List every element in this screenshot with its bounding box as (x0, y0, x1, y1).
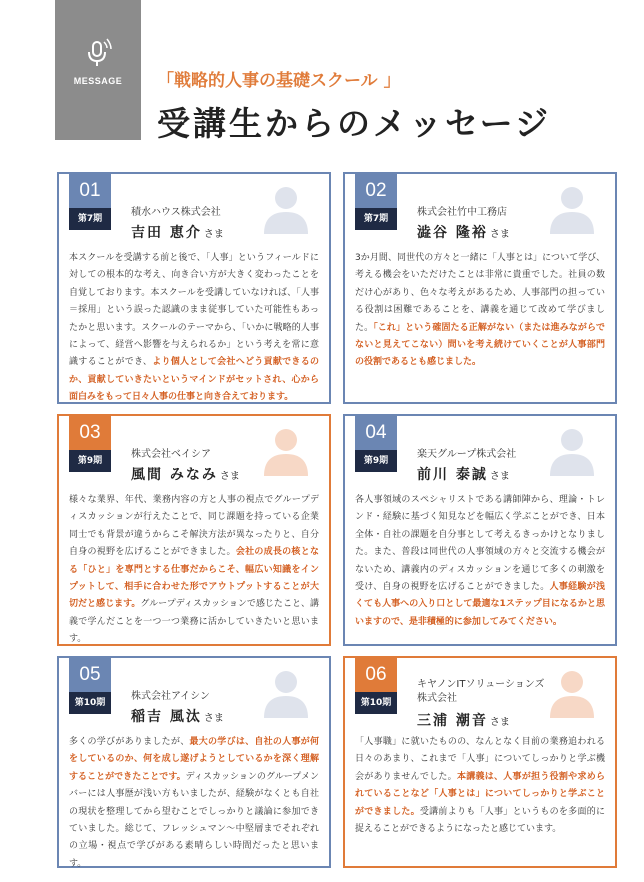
card-name: 稲吉 風汰 さま (131, 709, 224, 725)
message-card-03 (57, 414, 331, 646)
card-period: 第10期 (355, 692, 397, 714)
message-card-04 (343, 414, 617, 646)
page-title: 受講生からのメッセージ (157, 104, 552, 143)
honorific: さま (489, 471, 510, 482)
card-number: 06 (355, 658, 397, 692)
card-period: 第7期 (69, 208, 111, 230)
card-company: 株式会社ベイシア (131, 449, 211, 460)
message-card-05 (57, 656, 331, 868)
card-company: 株式会社竹中工務店 (417, 207, 507, 218)
person-avatar-icon (547, 182, 597, 234)
message-label: MESSAGE (73, 76, 123, 86)
honorific: さま (203, 713, 224, 724)
card-company: キヤノンITソリューションズ株式会社 (417, 679, 545, 704)
card-number: 05 (69, 658, 111, 692)
card-text: 本スクールを受講する前と後で、「人事」というフィールドに対しての根本的な考え、向き合い方が大きく変わったことを自覚しております。本スクールを受講していなければ、「人事＝採用」という誤った認識のまま従事していた可能性もあったかと思います。スクールのテーマから、「いかに戦略的人事によって、経営へ影響を与えられるか」という考えを常に意識することができ、より個人として会社へどう貢献できるのか、貢献していきたいというマインドがセットされ、心から面白みをもって日々人事の仕事と向き合えております。 (69, 253, 319, 403)
card-highlight: 人事経験が浅くても人事への入り口として最適な1ステップ目になるかと思いますので、是非積極的に参加してみてください。 (355, 582, 605, 627)
card-highlight: 最大の学びは、自社の人事が何をしているのか、何を成し遂げようとしているかを深く理解することができたことです。 (69, 737, 319, 782)
message-label-block (55, 0, 141, 140)
card-number: 01 (69, 174, 111, 208)
card-company: 楽天グループ株式会社 (417, 449, 517, 460)
card-name: 吉田 恵介 さま (131, 225, 224, 241)
card-highlight: 「これ」という確固たる正解がない（または進みながらでないと見えてこない）問いを考え続けていくことが人事部門の役割であるとも感じました。 (355, 322, 605, 368)
person-avatar-icon (261, 666, 311, 718)
card-text: 3か月間、同世代の方々と一緒に「人事とは」について学び、考える機会をいただけたことは非常に貴重でした。社員の数だけ心があり、色々な考えがあるため、人事部門の担っている役割は困難であることを、講義を通じて改めて学びました。「これ」という確固たる正解がない（または進みながらでないと見えてこない）問いを考え続けていくことが人事部門の役割であるとも感じました。 (355, 253, 605, 368)
microphone-icon (81, 36, 115, 70)
card-highlight: 本講義は、人事が担う役割や求められていることなど「人事とは」についてしっかりと学ぶことができました。 (355, 771, 605, 817)
card-text: 「人事職」に就いたものの、なんとなく目前の業務追われる日々のあまり、これまで「人事」についてしっかりと学ぶ機会がありませんでした。本講義は、人事が担う役割や求められていることなど「人事とは」についてしっかりと学ぶことができました。受講前よりも「人事」というものを多面的に捉えることができるようになったと感じています。 (355, 737, 605, 835)
person-avatar-icon (547, 666, 597, 718)
card-highlight: より個人として会社へどう貢献できるのか、貢献していきたいというマインドがセットされ、心から面白みをもって日々人事の仕事と向き合えております。 (69, 357, 319, 403)
card-period: 第10期 (69, 692, 111, 714)
honorific: さま (219, 471, 240, 482)
card-period: 第7期 (355, 208, 397, 230)
honorific: さま (489, 717, 510, 728)
card-name: 前川 泰誠 さま (417, 467, 510, 483)
card-period: 第9期 (69, 450, 111, 472)
card-name: 三浦 潮音 さま (417, 713, 510, 729)
card-text: 様々な業界、年代、業務内容の方と人事の視点でグループディスカッションが行えたことで、同じ課題を持っている企業同士でも背景が違うからこそ解決方法が異なったりと、自分自身の視野を広げることができました。会社の成長の核となる「ひと」を専門とする仕事だからこそ、幅広い知識をインプットして、相手に合わせた形でアウトプットすることが大切だと感じます。グループディスカッションで感じたこと、講義で学んだことを一つ一つ業務に活かしていきたいと思います。 (69, 495, 319, 645)
card-number: 04 (355, 416, 397, 450)
card-company: 積水ハウス株式会社 (131, 207, 221, 218)
card-number: 02 (355, 174, 397, 208)
page-subtitle: 「戦略的人事の基礎スクール 」 (157, 71, 401, 91)
card-text: 各人事領域のスペシャリストである講師陣から、理論・トレンド・経験に基づく知見などを幅広く学ぶことができ、日本全体・自社の課題を自分事として考えるきっかけとなりました。また、普段は同世代の人事領域の方々と交流する機会がないため、講義内のディスカッションを通じて多くの刺激を受け、自身の視野を広げることができました。人事経験が浅くても人事への入り口として最適な1ステップ目になるかと思いますので、是非積極的に参加してみてください。 (355, 495, 605, 627)
person-avatar-icon (547, 424, 597, 476)
honorific: さま (489, 229, 510, 240)
card-period: 第9期 (355, 450, 397, 472)
message-card-02 (343, 172, 617, 404)
message-card-06 (343, 656, 617, 868)
message-card-01 (57, 172, 331, 404)
card-name: 風間 みなみ さま (131, 467, 240, 483)
card-company: 株式会社アイシン (131, 691, 210, 702)
honorific: さま (203, 229, 224, 240)
person-avatar-icon (261, 424, 311, 476)
person-avatar-icon (261, 182, 311, 234)
card-name: 澁谷 隆裕 さま (417, 225, 510, 241)
card-number: 03 (69, 416, 111, 450)
card-highlight: 会社の成長の核となる「ひと」を専門とする仕事だからこそ、幅広い知識をインプットして、相手に合わせた形でアウトプットすることが大切だと感じます。 (69, 547, 319, 610)
card-text: 多くの学びがありましたが、最大の学びは、自社の人事が何をしているのか、何を成し遂げようとしているかを深く理解することができたことです。ディスカッションのグループメンバーには人事歴が浅い方もいましたが、経験がなくとも自社の現状を整理してから望むことでしっかりと議論に参加できていました。総じて、フレッシュマン～中堅層までそれぞれの立場・視点で学びがある素晴らしい時間だったと思います。 (69, 737, 320, 869)
